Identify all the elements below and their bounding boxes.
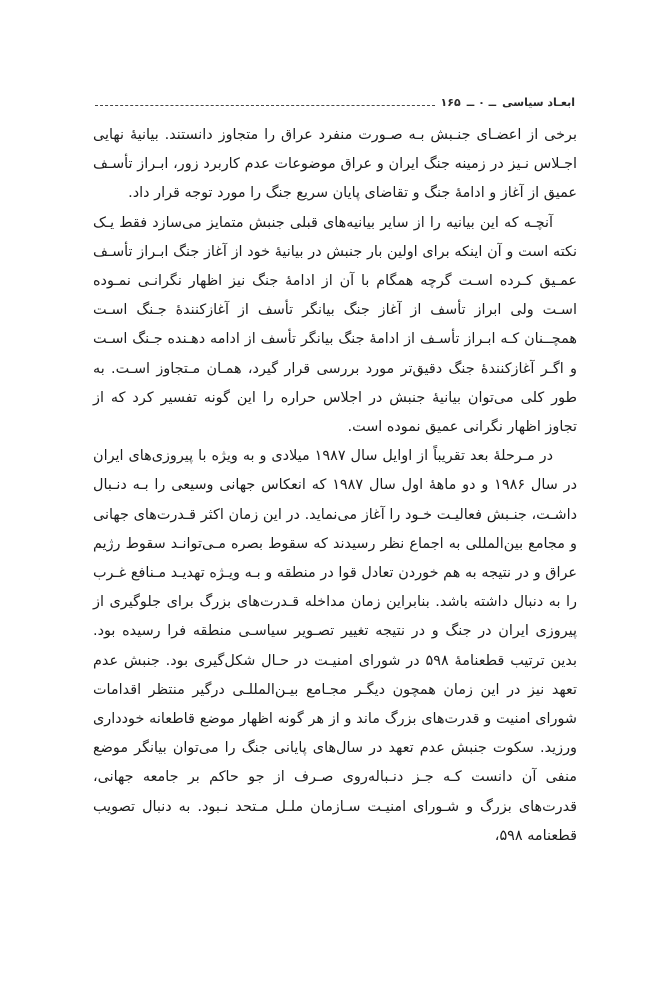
paragraph-2: آنچـه که این بیانیه را از سایر بیانیه‌های قبلی جنبش متمایز می‌سازد فقط یـک نکته است و آن اینکه برای اولین بار جنبش در بیانیهٔ خود از آغاز جنگ ابـراز تأسـف عمـیق کـرده اسـت گرچه همگام با آن از ادامهٔ جنگ نیز اظهار نگرانـی نمـوده اسـت ولی ابراز تأسف از آغاز جنگ بیانگر تأسف از آغازکنندهٔ جـنگ اسـت همچــنان کـه ابـراز تأسـف از ادامهٔ جنگ بیانگر تأسف از ادامه دهـنده جـنگ اسـت و اگـر آغازکنندهٔ جنگ دقیق‌تر مورد بررسی قرار گیرد، همـان مـتجاوز اسـت. به طور کلی می‌توان بیانیهٔ جنبش در اجلاس حراره را این گونه تفسیر کرد که از تجاوز اظهار نگرانی عمیق نموده است. [93, 214, 577, 436]
header-dashed-rule [95, 105, 435, 106]
header-title: ابعـاد سیاسی [502, 96, 575, 109]
page-number: ۱۶۵ [440, 96, 461, 109]
paragraph-3: در مـرحلهٔ بعد تقریباً از اوایل سال ۱۹۸۷ میلادی و به ویژه با پیروزی‌های ایران در سال ۱۹۸۶ و دو ماههٔ اول سال ۱۹۸۷ که انعکاس جهانی وسیعی را بـه دنـبال داشـت، جنـبش فعالیـت خـود را آغاز می‌نماید. در این زمان اکثر قـدرت‌های جهانی و مجامع بین‌المللی به اجماع نظر رسیدند که سقوط بصره مـی‌توانـد سقوط رژیم عراق و در نتیجه به هم خوردن تعادل قوا در منطقه و بـه ویـژه تهدیـد مـنافع غـرب را به دنبال داشته باشد. بنابراین زمان مداخله قـدرت‌های بزرگ برای جلوگیری از پیروزی ایران در جنگ و در نتیجه تغییر تصـویر سیاسـی منطقه فرا رسیده بود. بدین ترتیب قطعنامهٔ ۵۹۸ در شورای امنیـت در حـال شکل‌گیری بود. جنبش عدم تعهد نیز در این زمان همچون دیگـر مجـامع بیـن‌المللـی درگیر منتظر اقدامات شورای امنیت و قدرت‌های بزرگ ماند و از هر گونه اظهار موضع قاطعانه خودداری ورزید. سکوت جنبش عدم تعهد در سال‌های پایانی جنگ را می‌توان بیانگر موضع منفی آن دانست کـه جـز دنـباله‌روی صـرف از جو حاکم بر جامعه جهانی، قدرت‌های بزرگ و شـورای امنیـت سـازمان ملـل مـتحد نـبود. به دنبال تصویب قطعنامه ۵۹۸، [93, 448, 578, 844]
header-separator: ــ ۰ ــ [466, 96, 497, 109]
body-text [93, 121, 577, 851]
running-header [95, 90, 575, 110]
paragraph-1: برخی از اعضـای جنـبش بـه صـورت منفرد عراق را متجاوز دانستند. بیانیهٔ نهایی اجـلاس نـیز در زمینه جنگ ایران و عراق موضوعات عدم کاربرد زور، ابـراز تأسـف عمیق از آغاز و ادامهٔ جنگ و تقاضای پایان سریع جنگ را مورد توجه قرار داد. [93, 127, 577, 202]
